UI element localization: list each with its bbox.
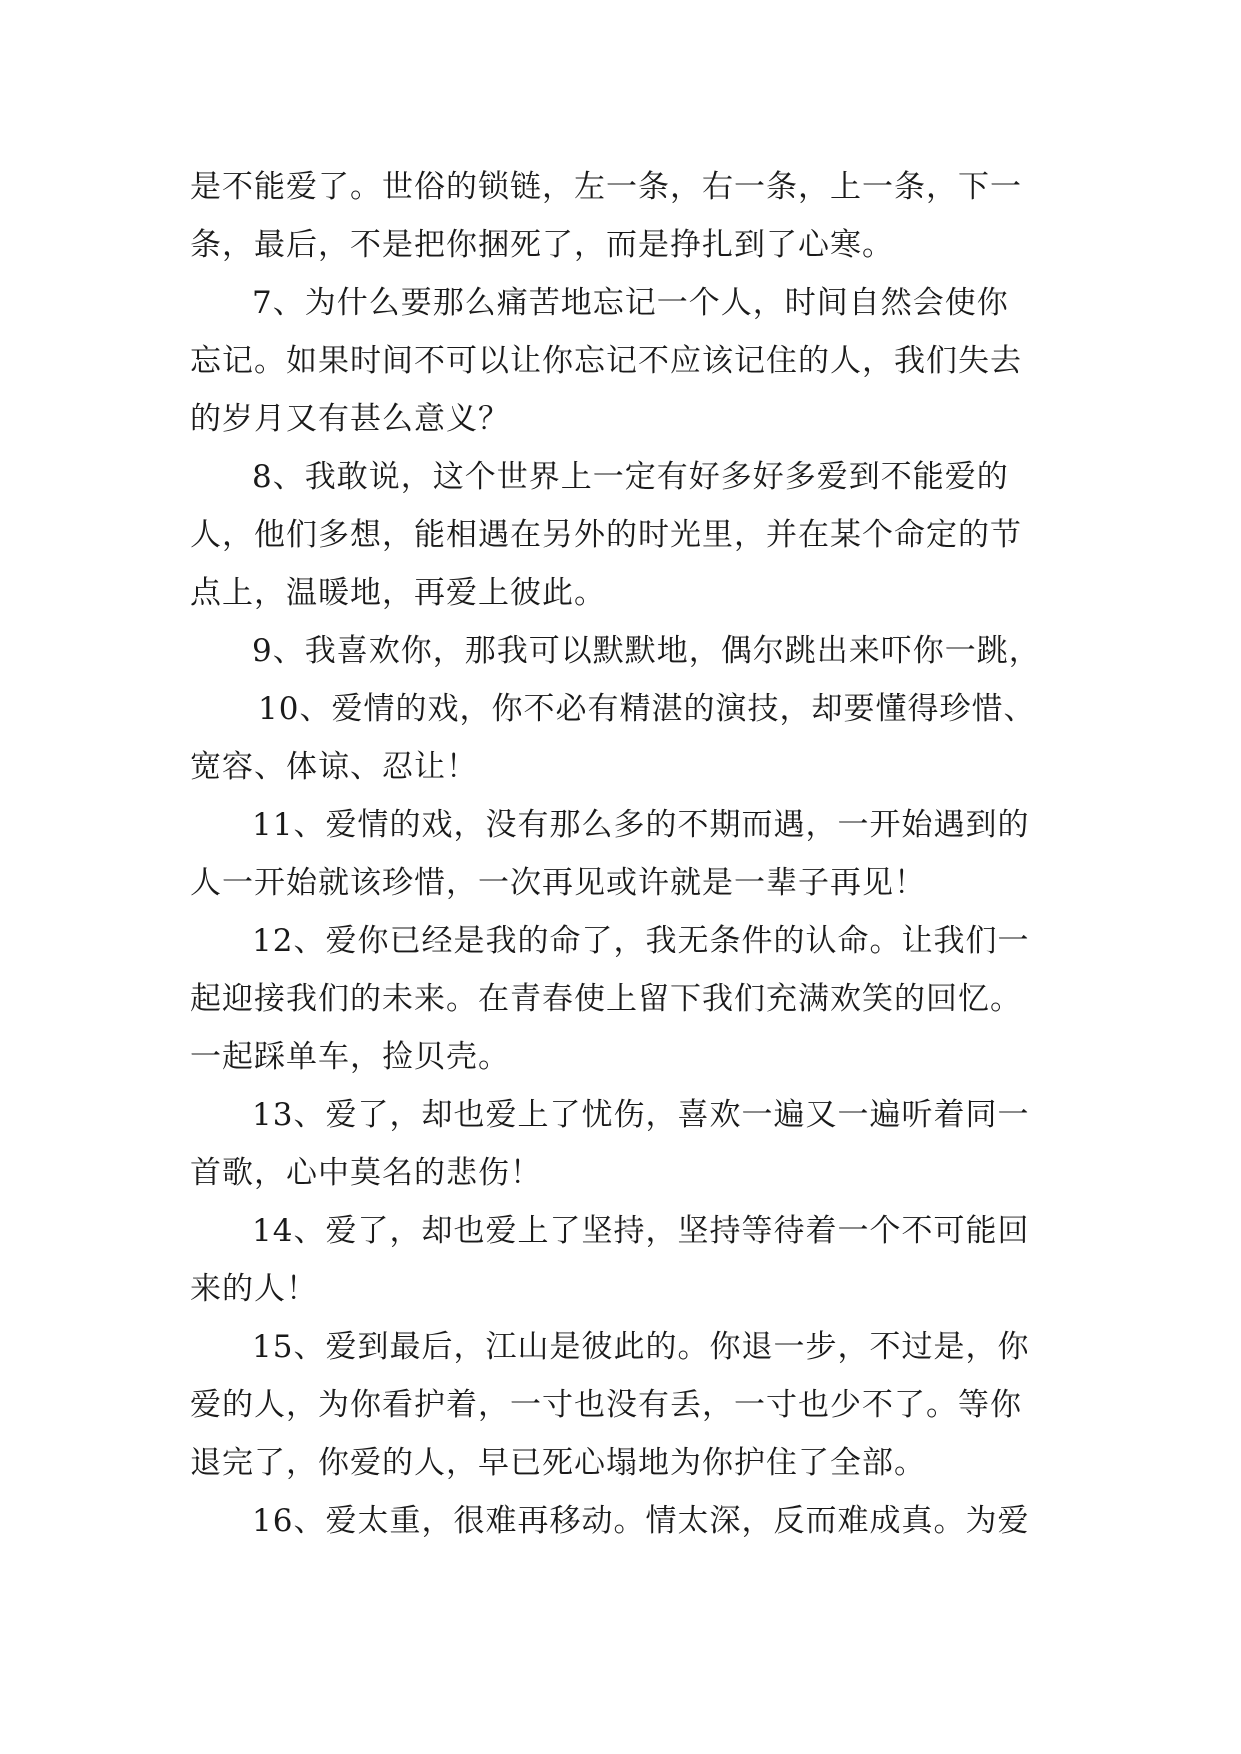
text-line: 8、我敢说，这个世界上一定有好多好多爱到不能爱的 xyxy=(252,459,1009,495)
text-line: 爱的人，为你看护着，一寸也没有丢，一寸也少不了。等你 xyxy=(190,1387,1022,1423)
paragraph-8 xyxy=(190,448,1050,622)
paragraph xyxy=(190,158,1050,274)
text-line: 忘记。如果时间不可以让你忘记不应该记住的人，我们失去 xyxy=(190,343,1022,379)
text-line: 16、爱太重，很难再移动。情太深，反而难成真。为爱 xyxy=(252,1503,1030,1539)
paragraph-14 xyxy=(190,1202,1050,1318)
paragraph-13 xyxy=(190,1086,1050,1202)
text-line: 的岁月又有甚么意义？ xyxy=(190,401,510,437)
text-line: 10、爱情的戏，你不必有精湛的演技，却要懂得珍惜、 xyxy=(258,691,1036,727)
text-line: 9、我喜欢你，那我可以默默地，偶尔跳出来吓你一跳， xyxy=(252,633,1041,669)
text-line: 11、爱情的戏，没有那么多的不期而遇，一开始遇到的 xyxy=(252,807,1030,843)
text-line: 来的人！ xyxy=(190,1271,318,1307)
paragraph-16 xyxy=(190,1492,1050,1550)
text-line: 12、爱你已经是我的命了，我无条件的认命。让我们一 xyxy=(252,923,1030,959)
paragraph-15 xyxy=(190,1318,1050,1492)
paragraph-7 xyxy=(190,274,1050,448)
paragraph-11 xyxy=(190,796,1050,912)
text-line: 退完了，你爱的人，早已死心塌地为你护住了全部。 xyxy=(190,1445,926,1481)
text-line: 一起踩单车，捡贝壳。 xyxy=(190,1039,510,1075)
text-line: 宽容、体谅、忍让！ xyxy=(190,749,478,785)
text-line: 是不能爱了。世俗的锁链，左一条，右一条，上一条，下一 xyxy=(190,169,1022,205)
text-line: 14、爱了，却也爱上了坚持，坚持等待着一个不可能回 xyxy=(252,1213,1030,1249)
text-line: 首歌，心中莫名的悲伤！ xyxy=(190,1155,542,1191)
text-line: 起迎接我们的未来。在青春使上留下我们充满欢笑的回忆。 xyxy=(190,981,1022,1017)
text-line: 条，最后，不是把你捆死了，而是挣扎到了心寒。 xyxy=(190,227,894,263)
document-body xyxy=(190,158,1050,1550)
paragraph-10 xyxy=(190,680,1050,796)
paragraph-12 xyxy=(190,912,1050,1086)
text-line: 人一开始就该珍惜，一次再见或许就是一辈子再见！ xyxy=(190,865,926,901)
text-line: 13、爱了，却也爱上了忧伤，喜欢一遍又一遍听着同一 xyxy=(252,1097,1030,1133)
text-line: 15、爱到最后，江山是彼此的。你退一步，不过是，你 xyxy=(252,1329,1030,1365)
text-line: 人，他们多想，能相遇在另外的时光里，并在某个命定的节 xyxy=(190,517,1022,553)
paragraph-9 xyxy=(190,622,1050,680)
text-line: 7、为什么要那么痛苦地忘记一个人，时间自然会使你 xyxy=(252,285,1009,321)
text-line: 点上，温暖地，再爱上彼此。 xyxy=(190,575,606,611)
